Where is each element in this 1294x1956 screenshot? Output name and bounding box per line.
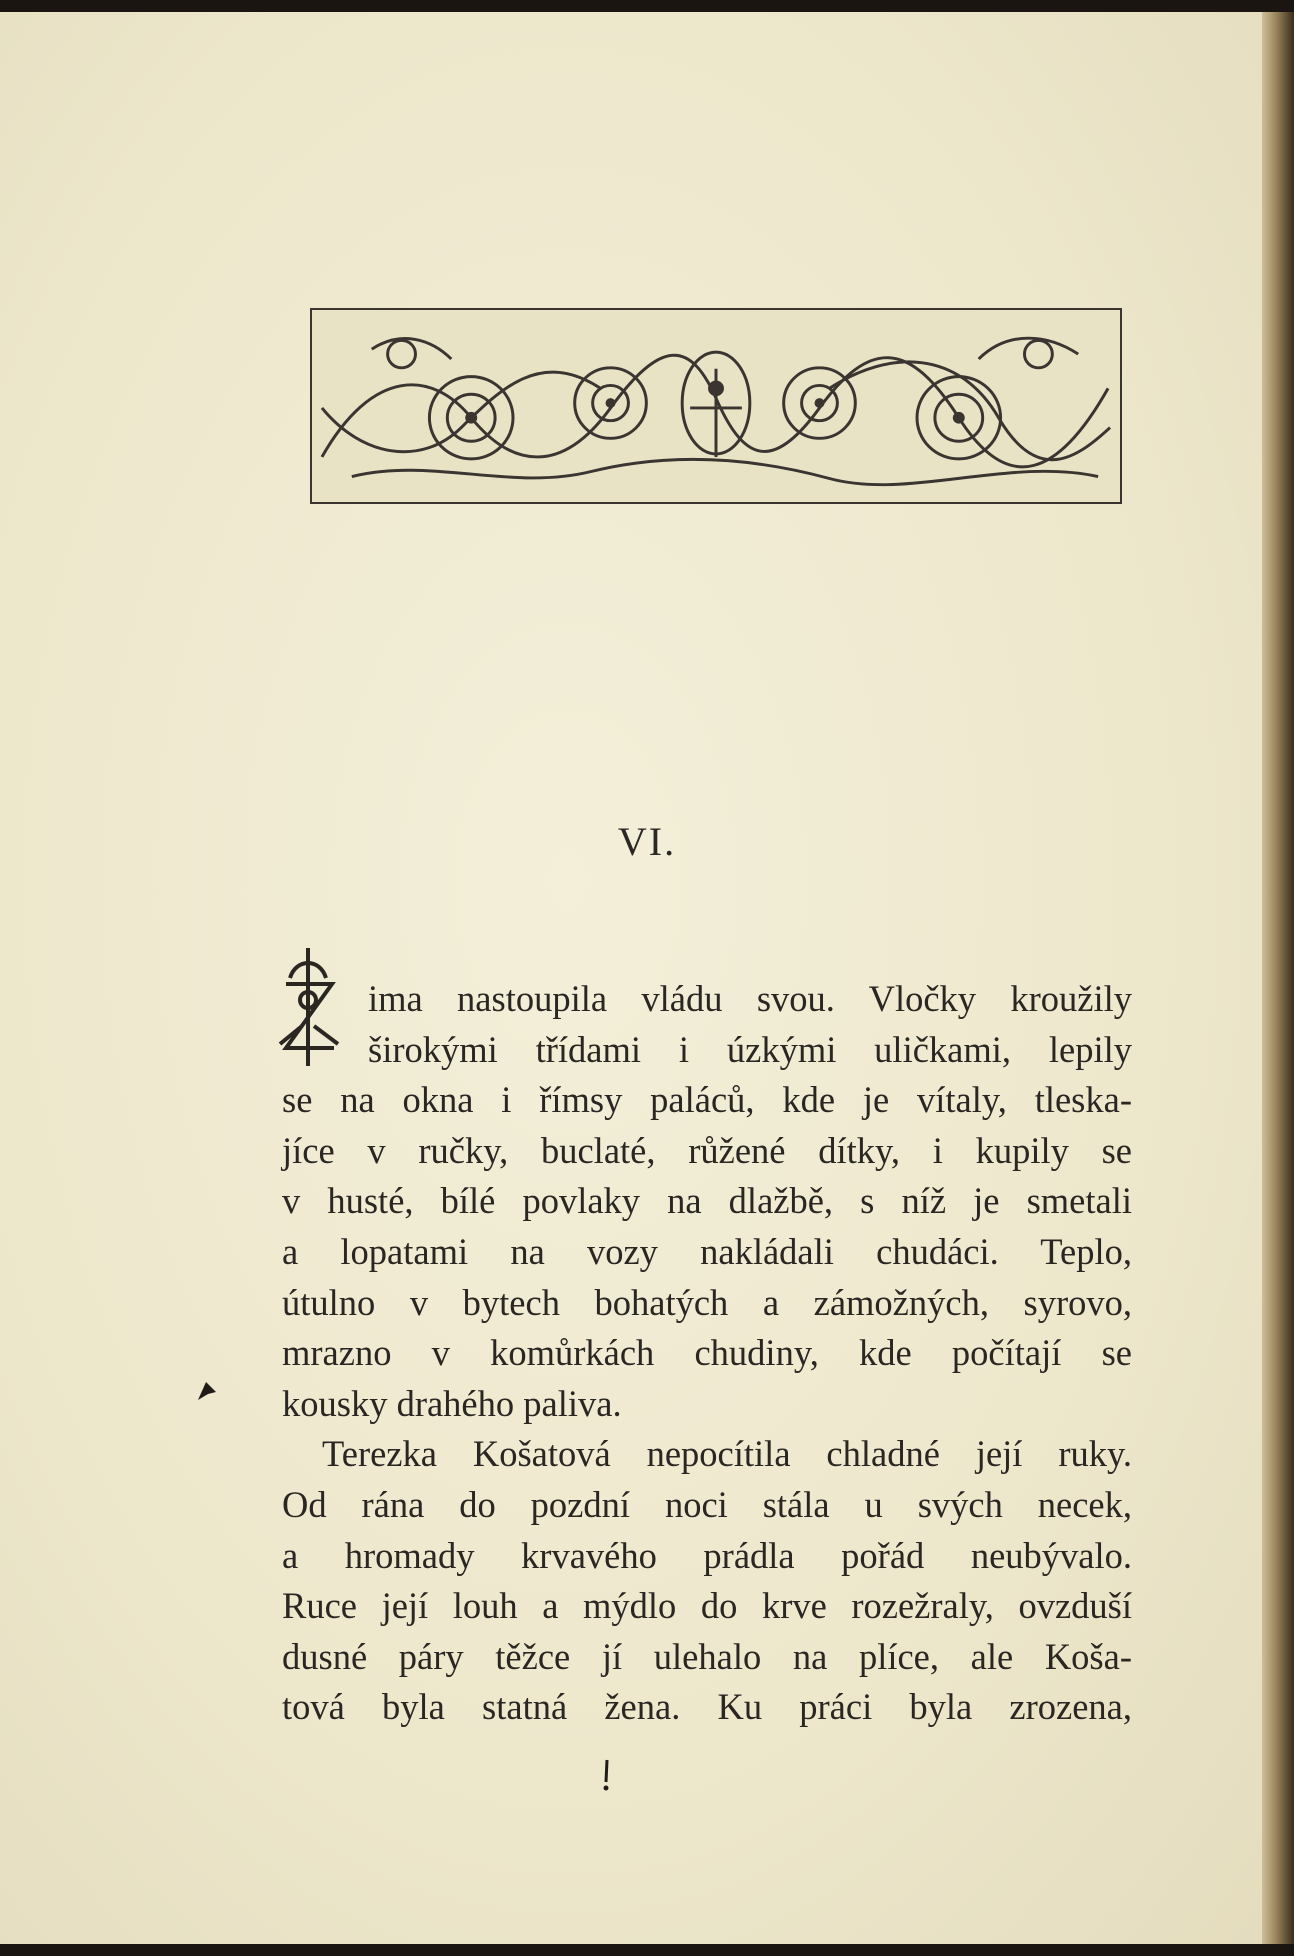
text-line: širokými třídami i úzkými uličkami, lepily — [368, 1028, 1132, 1070]
foot-mark-icon — [602, 1758, 612, 1792]
book-page — [0, 12, 1262, 1944]
text-line: mrazno v komůrkách chudiny, kde počítají se — [282, 1332, 1132, 1374]
ornamental-headpiece — [310, 308, 1122, 504]
text-line: a lopatami na vozy nakládali chudáci. Teplo, — [282, 1230, 1132, 1272]
ornament-vine-icon — [312, 310, 1120, 502]
chapter-number: VI. — [617, 819, 677, 864]
text-line: tová byla statná žena. Ku práci byla zrozena, — [282, 1686, 1132, 1728]
text-line: v husté, bílé povlaky na dlažbě, s níž je smetali — [282, 1180, 1132, 1222]
text-line: Terezka Košatová nepocítila chladné její ruky. — [322, 1433, 1132, 1475]
margin-mark-icon — [196, 1378, 218, 1402]
text-line: kousky drahého paliva. — [282, 1382, 622, 1424]
page-edge — [1262, 12, 1294, 1944]
text-line: se na okna i římsy paláců, kde je vítaly, tleska- — [282, 1079, 1132, 1121]
text-line: útulno v bytech bohatých a zámožných, syrovo, — [282, 1281, 1132, 1323]
body-text — [282, 974, 1132, 1733]
text-line: jíce v ručky, buclaté, růžené dítky, i kupily se — [282, 1129, 1132, 1171]
text-line: dusné páry těžce jí ulehalo na plíce, ale Koša- — [282, 1635, 1132, 1677]
text-line: Ruce její louh a mýdlo do krve rozežraly, ovzduší — [282, 1585, 1132, 1627]
text-line: a hromady krvavého prádla pořád neubývalo. — [282, 1534, 1132, 1576]
text-line: ima nastoupila vládu svou. Vločky kroužily — [368, 978, 1132, 1019]
text-line: Od rána do pozdní noci stála u svých necek, — [282, 1483, 1132, 1525]
